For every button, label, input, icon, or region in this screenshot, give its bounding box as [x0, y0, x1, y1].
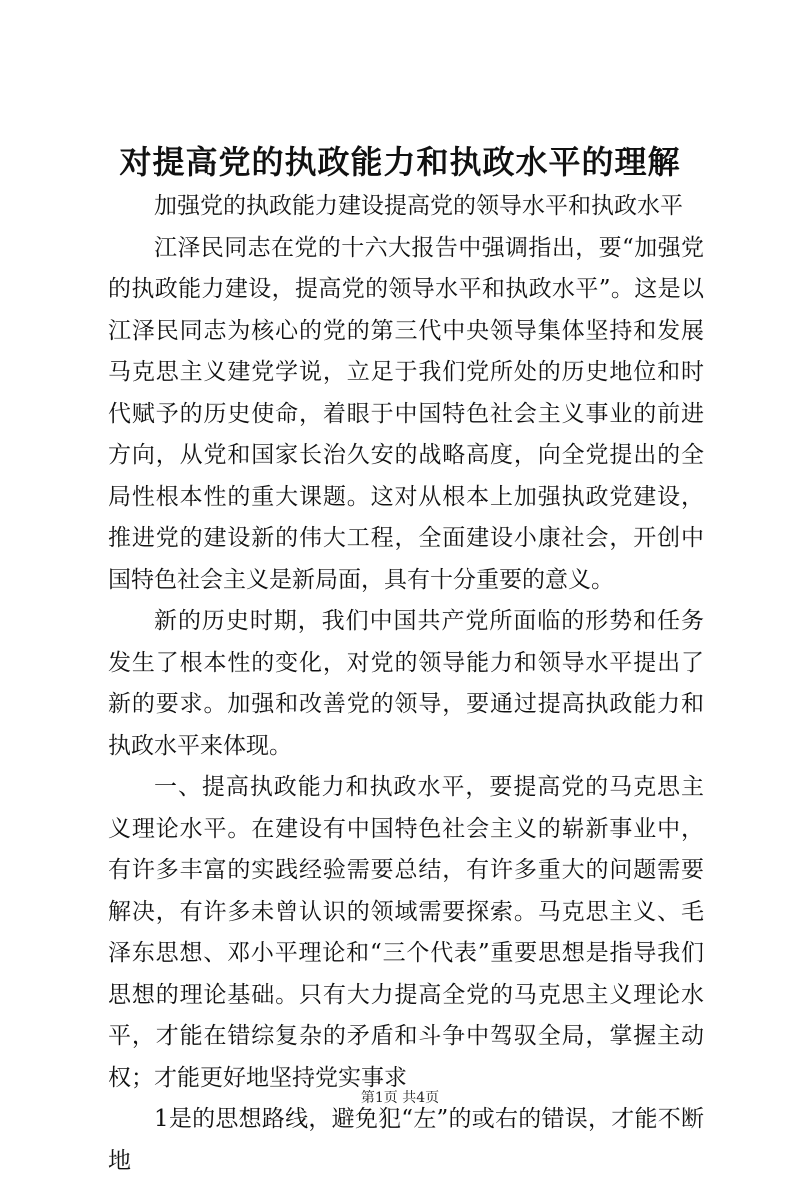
paragraph-4: 1是的思想路线，避免犯“左”的或右的错误，才能不断地: [108, 1106, 704, 1174]
document-title: 对提高党的执政能力和执政水平的理解: [119, 143, 681, 181]
page-number: 第1页 共4页: [360, 1090, 440, 1106]
document-body: [108, 186, 704, 1182]
paragraph-subtitle: 加强党的执政能力建设提高党的领导水平和执政水平: [154, 193, 683, 219]
paragraph-2: 新的历史时期，我们中国共产党所面临的形势和任务发生了根本性的变化，对党的领导能力和领导水平提出了新的要求。加强和改善党的领导，要通过提高执政能力和执政水平来体现。: [108, 608, 704, 759]
paragraph-3: 一、提高执政能力和执政水平，要提高党的马克思主义理论水平。在建设有中国特色社会主义的崭新事业中，有许多丰富的实践经验需要总结，有许多重大的问题需要解决，有许多未曾认识的领域需要探索。马克思主义、毛泽东思想、邓小平理论和“三个代表”重要思想是指导我们思想的理论基础。只有大力提高全党的马克思主义理论水平，才能在错综复杂的矛盾和斗争中驾驭全局，掌握主动权；才能更好地坚持党实事求: [108, 774, 704, 1091]
paragraph-1: 江泽民同志在党的十六大报告中强调指出，要“加强党的执政能力建设，提高党的领导水平和执政水平”。这是以江泽民同志为核心的党的第三代中央领导集体坚持和发展马克思主义建党学说，立足于我们党所处的历史地位和时代赋予的历史使命，着眼于中国特色社会主义事业的前进方向，从党和国家长治久安的战略高度，向全党提出的全局性根本性的重大课题。这对从根本上加强执政党建设，推进党的建设新的伟大工程，全面建设小康社会，开创中国特色社会主义是新局面，具有十分重要的意义。: [108, 234, 704, 593]
